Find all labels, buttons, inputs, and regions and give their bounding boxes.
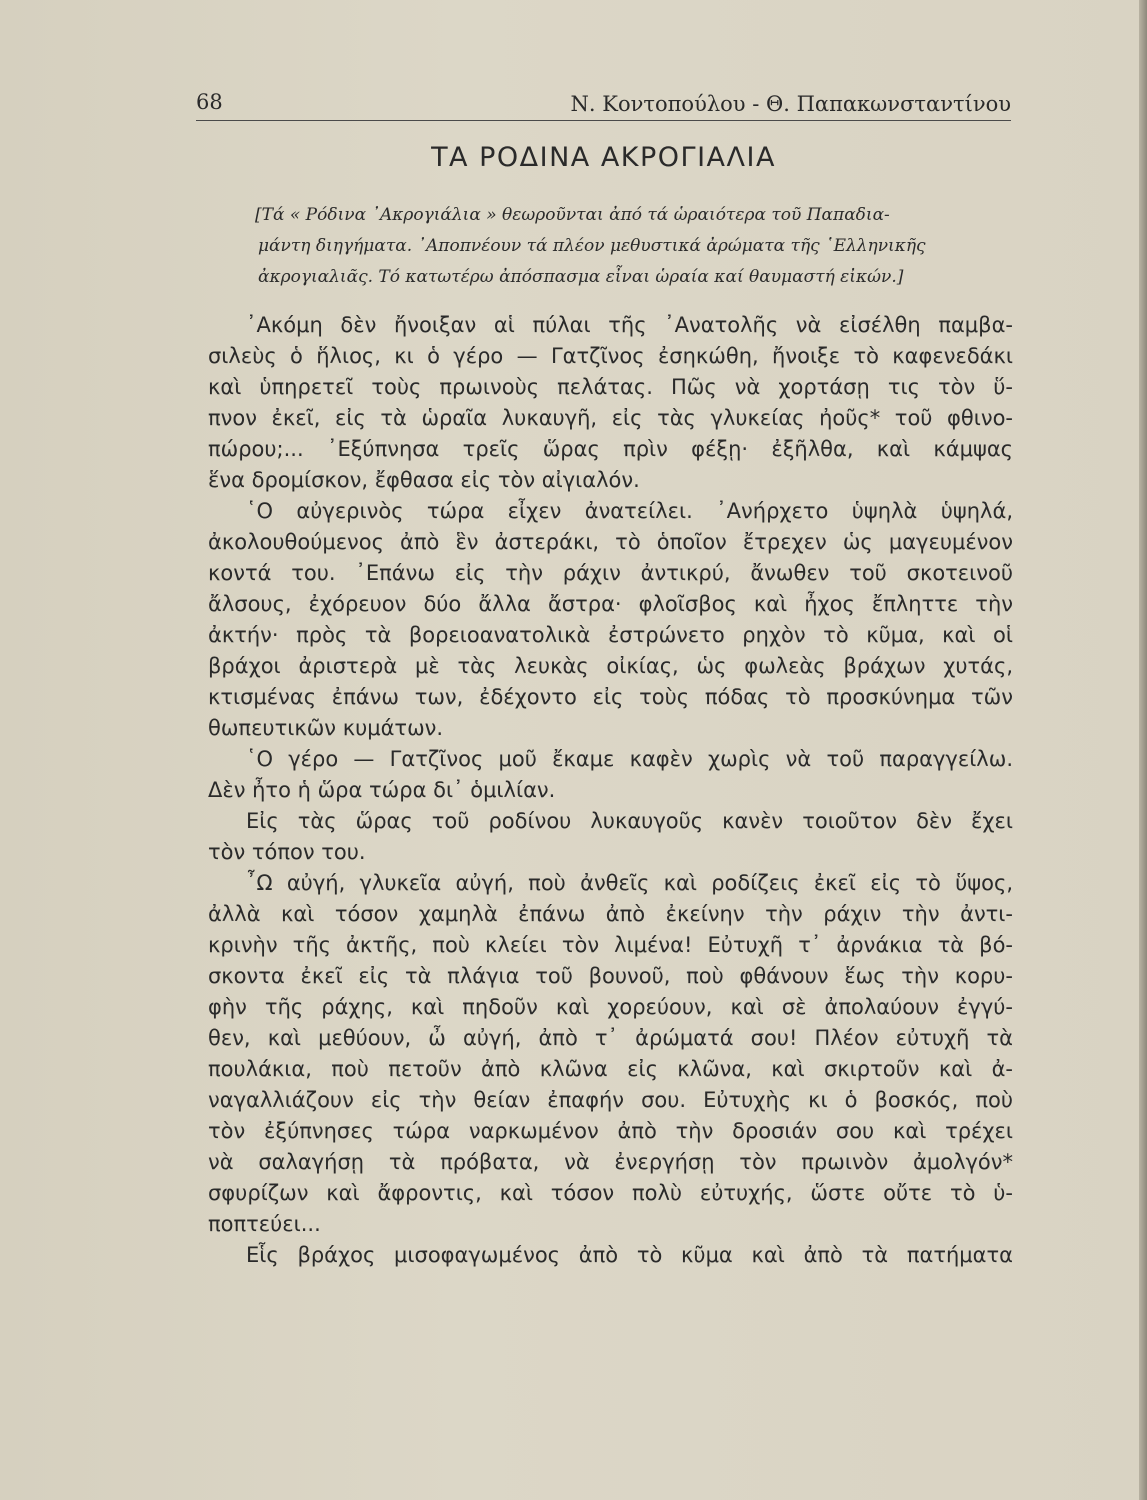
paragraph	[208, 744, 1013, 806]
text-line: κτισμένας ἐπάνω των, ἐδέχοντο εἰς τοὺς πόδας τὸ προσκύνημα τῶν	[208, 685, 1013, 709]
text-line: Εἷς βράχος μισοφαγωμένος ἀπὸ τὸ κῦμα καὶ ἀπὸ τὰ πατήματα	[246, 1243, 1013, 1267]
page-header	[196, 86, 1011, 121]
text-line: ἀκολουθούμενος ἀπὸ ἓν ἀστεράκι, τὸ ὁποῖον ἔτρεχεν ὡς μαγευμένον	[208, 530, 1013, 554]
chapter-title: ΤΑ ΡΟΔΙΝΑ ΑΚΡΟΓΙΑΛΙΑ	[431, 142, 776, 173]
paragraph	[208, 496, 1013, 744]
text-line: ποπτεύει...	[208, 1212, 321, 1236]
text-line: πνον ἐκεῖ, εἰς τὰ ὡραῖα λυκαυγῆ, εἰς τὰς γλυκείας ἠοῦς* τοῦ φθινο-	[208, 406, 1013, 430]
text-line: πουλάκια, ποὺ πετοῦν ἀπὸ κλῶνα εἰς κλῶνα, καὶ σκιρτοῦν καὶ ἀ-	[208, 1057, 1013, 1081]
text-line: ᾽Ακόμη δὲν ἤνοιξαν αἱ πύλαι τῆς ᾽Ανατολῆς νὰ εἰσέλθη παμβα-	[246, 313, 1013, 337]
paragraph	[208, 806, 1013, 868]
paragraph	[208, 310, 1013, 496]
text-line: σφυρίζων καὶ ἄφροντις, καὶ τόσον πολὺ εὐτυχής, ὥστε οὔτε τὸ ὑ-	[208, 1181, 1013, 1205]
body-text	[208, 310, 1013, 1271]
text-line: ἀκτήν· πρὸς τὰ βορειοανατολικὰ ἐστρώνετο ρηχὸν τὸ κῦμα, καὶ οἱ	[208, 623, 1013, 647]
text-line: ἀλλὰ καὶ τόσον χαμηλὰ ἐπάνω ἀπὸ ἐκείνην τὴν ράχιν τὴν ἀντι-	[208, 902, 1013, 926]
note-line: ἀκρογιαλιᾶς. Τό κατωτέρω ἀπόσπασμα εἶναι ὡραία καί θαυμαστή εἰκών.]	[258, 267, 904, 287]
text-line: κοντά του. ᾽Επάνω εἰς τὴν ράχιν ἀντικρύ, ἄνωθεν τοῦ σκοτεινοῦ	[208, 561, 1013, 585]
text-line: σιλεὺς ὁ ἥλιος, κι ὁ γέρο — Γατζῖνος ἐσηκώθη, ἤνοιξε τὸ καφενεδάκι	[208, 344, 1013, 368]
text-line: θωπευτικῶν κυμάτων.	[208, 716, 444, 740]
text-line: θεν, καὶ μεθύουν, ὦ αὐγή, ἀπὸ τ᾽ ἀρώματά σου! Πλέον εὐτυχῆ τὰ	[208, 1026, 1013, 1050]
text-line: ἕνα δρομίσκον, ἔφθασα εἰς τὸν αἰγιαλόν.	[208, 468, 640, 492]
text-line: ῾Ο γέρο — Γατζῖνος μοῦ ἔκαμε καφὲν χωρὶς νὰ τοῦ παραγγείλω.	[246, 747, 1013, 771]
page-number: 68	[196, 90, 223, 114]
text-line: ναγαλλιάζουν εἰς τὴν θείαν ἐπαφήν σου. Εὐτυχὴς κι ὁ βοσκός, ποὺ	[208, 1088, 1013, 1112]
text-line: τὸν ἐξύπνησες τώρα ναρκωμένον ἀπὸ τὴν δροσιάν σου καὶ τρέχει	[208, 1119, 1013, 1143]
running-head: Ν. Κοντοπούλου - Θ. Παπακωνσταντίνου	[570, 92, 1011, 116]
note-line: μάντη διηγήματα. ᾽Αποπνέουν τά πλέον μεθυστικά ἀρώματα τῆς ῾Ελληνικῆς	[258, 236, 926, 256]
text-line: ῏Ω αὐγή, γλυκεῖα αὐγή, ποὺ ἀνθεῖς καὶ ροδίζεις ἐκεῖ εἰς τὸ ὕψος,	[246, 871, 1013, 895]
text-line: νὰ σαλαγήσῃ τὰ πρόβατα, νὰ ἐνεργήσῃ τὸν πρωινὸν ἀμολγόν*	[208, 1150, 1013, 1174]
note-line: [Τά « Ρόδινα ᾽Ακρογιάλια » θεωροῦνται ἀπό τά ὡραιότερα τοῦ Παπαδια-	[255, 205, 890, 225]
text-line: πώρου;... ᾽Εξύπνησα τρεῖς ὥρας πρὶν φέξῃ· ἐξῆλθα, καὶ κάμψας	[208, 437, 1013, 461]
text-line: Δὲν ἦτο ἡ ὥρα τώρα δι᾽ ὁμιλίαν.	[208, 778, 556, 802]
text-line: καὶ ὑπηρετεῖ τοὺς πρωινοὺς πελάτας. Πῶς νὰ χορτάσῃ τις τὸν ὕ-	[208, 375, 1013, 399]
text-line: σκοντα ἐκεῖ εἰς τὰ πλάγια τοῦ βουνοῦ, ποὺ φθάνουν ἕως τὴν κορυ-	[208, 964, 1013, 988]
text-line: βράχοι ἀριστερὰ μὲ τὰς λευκὰς οἰκίας, ὡς φωλεὰς βράχων χυτάς,	[208, 654, 1013, 678]
text-line: τὸν τόπον του.	[208, 840, 366, 864]
text-line: ἄλσους, ἐχόρευον δύο ἄλλα ἄστρα· φλοῖσβος καὶ ἦχος ἔπληττε τὴν	[208, 592, 1013, 616]
editorial-note	[255, 200, 1013, 293]
paragraph	[208, 868, 1013, 1240]
paragraph	[208, 1240, 1013, 1271]
text-line: Εἰς τὰς ὥρας τοῦ ροδίνου λυκαυγοῦς κανὲν τοιοῦτον δὲν ἔχει	[246, 809, 1013, 833]
page-edge-shadow	[1139, 0, 1147, 1500]
text-line: κρινὴν τῆς ἀκτῆς, ποὺ κλείει τὸν λιμένα! Εὐτυχῆ τ᾽ ἀρνάκια τὰ βό-	[208, 933, 1013, 957]
text-line: φὴν τῆς ράχης, καὶ πηδοῦν καὶ χορεύουν, καὶ σὲ ἀπολαύουν ἐγγύ-	[208, 995, 1013, 1019]
text-line: ῾Ο αὐγερινὸς τώρα εἶχεν ἀνατείλει. ᾽Ανήρχετο ὑψηλὰ ὑψηλά,	[246, 499, 1013, 523]
